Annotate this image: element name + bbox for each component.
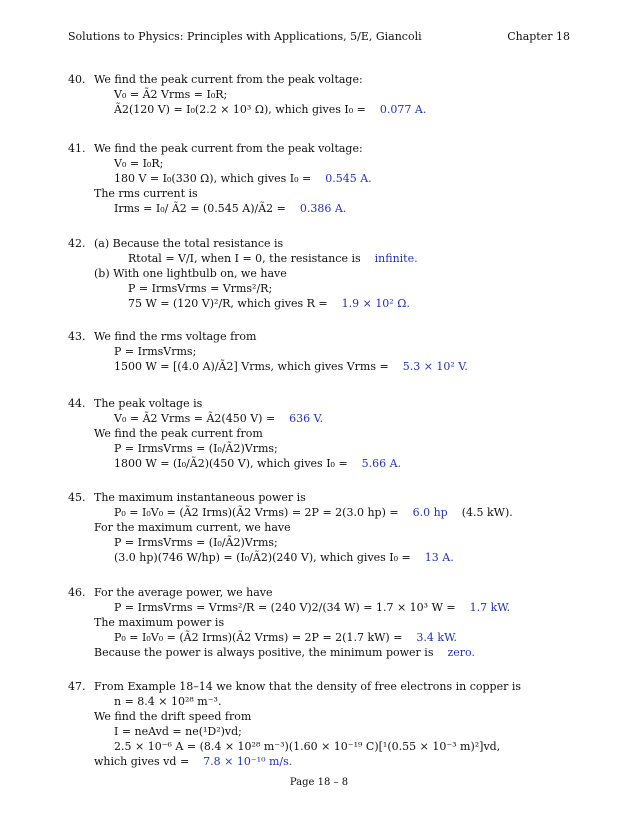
header-title: Solutions to Physics: Principles with Applications, 5/E, Giancoli: [68, 30, 422, 43]
solution-line: [68, 615, 578, 630]
answer-value: 3.4 kW.: [416, 631, 457, 644]
line-text: I = neAvd = ne(¹D²)vd;: [114, 725, 242, 738]
solution-line: [68, 724, 578, 739]
line-text: 1800 W = (I₀/Ã2)(450 V), which gives I₀ =: [114, 457, 348, 470]
problem-number: 46.: [68, 586, 86, 599]
problem-number: 45.: [68, 491, 86, 504]
answer-value: 0.545 A.: [325, 172, 372, 185]
line-text: From Example 18–14 we know that the density of free electrons in copper is: [94, 680, 522, 693]
solution-line: [68, 396, 578, 411]
header-chapter: Chapter 18: [507, 30, 570, 43]
solution-line: [68, 186, 578, 201]
answer-value: 5.3 × 10² V.: [402, 360, 468, 373]
solution-line: [68, 679, 578, 694]
line-text: We find the rms voltage from: [94, 330, 257, 343]
problem-42: [68, 236, 578, 311]
solution-line: [68, 344, 578, 359]
problem-number: 44.: [68, 397, 86, 410]
problem-number: 47.: [68, 680, 86, 693]
line-text: We find the peak current from the peak voltage:: [94, 142, 363, 155]
problem-44: [68, 396, 578, 471]
solution-line: [68, 201, 578, 216]
line-text: 1500 W = [(4.0 A)/Ã2] Vrms, which gives Vrms =: [114, 360, 389, 373]
line-text: V₀ = Ã2 Vrms = I₀R;: [114, 88, 228, 101]
line-text: P₀ = I₀V₀ = (Ã2 Irms)(Ã2 Vrms) = 2P = 2(3.0 hp) =: [114, 506, 399, 519]
problem-46: [68, 585, 578, 660]
line-text: Ã2(120 V) = I₀(2.2 × 10³ Ω), which gives I₀ =: [114, 103, 366, 116]
line-text: V₀ = I₀R;: [114, 157, 164, 170]
solution-line: [68, 754, 578, 769]
page-footer: Page 18 – 8: [289, 777, 349, 788]
solution-line: [68, 141, 578, 156]
solution-line: [68, 296, 578, 311]
answer-value: 7.8 × 10⁻¹⁰ m/s.: [203, 755, 293, 768]
solution-line: [68, 426, 578, 441]
solution-line: [68, 585, 578, 600]
problem-41: [68, 141, 578, 216]
line-text: 180 V = I₀(330 Ω), which gives I₀ =: [114, 172, 312, 185]
solution-line: [68, 359, 578, 374]
problem-number: 40.: [68, 73, 86, 86]
line-text: Because the power is always positive, the minimum power is: [94, 646, 434, 659]
solution-line: [68, 694, 578, 709]
solution-line: [68, 520, 578, 535]
answer-value: infinite.: [374, 252, 418, 265]
solution-line: [68, 600, 578, 615]
solution-line: [68, 739, 578, 754]
solution-line: [68, 266, 578, 281]
line-text: Irms = I₀/ Ã2 = (0.545 A)/Ã2 =: [114, 202, 286, 215]
solution-line: [68, 251, 578, 266]
line-text: (3.0 hp)(746 W/hp) = (I₀/Ã2)(240 V), which gives I₀ =: [114, 551, 411, 564]
solution-line: [68, 156, 578, 171]
problem-number: 42.: [68, 237, 86, 250]
line-text: The peak voltage is: [94, 397, 203, 410]
solution-line: [68, 171, 578, 186]
line-text: (b) With one lightbulb on, we have: [94, 267, 287, 280]
line-text: 2.5 × 10⁻⁶ A = (8.4 × 10²⁸ m⁻³)(1.60 × 10⁻¹⁹ C)[¹(0.55 × 10⁻³ m)²]vd,: [114, 740, 501, 753]
answer-value: 13 A.: [424, 551, 454, 564]
solution-line: [68, 281, 578, 296]
line-text: The maximum instantaneous power is: [94, 491, 306, 504]
line-text: n = 8.4 × 10²⁸ m⁻³.: [114, 695, 222, 708]
solution-line: [68, 490, 578, 505]
solution-line: [68, 102, 578, 117]
answer-value: 0.386 A.: [299, 202, 347, 215]
line-text: P = IrmsVrms = (I₀/Ã2)Vrms;: [114, 536, 278, 549]
problem-number: 43.: [68, 330, 86, 343]
solution-line: [68, 329, 578, 344]
line-text: For the maximum current, we have: [94, 521, 291, 534]
line-text: P = IrmsVrms;: [114, 345, 197, 358]
problem-45: [68, 490, 578, 565]
answer-value: 6.0 hp: [412, 506, 448, 519]
answer-value: 0.077 A.: [379, 103, 427, 116]
solution-line: [68, 630, 578, 645]
solution-line: [68, 709, 578, 724]
line-text: (a) Because the total resistance is: [94, 237, 284, 250]
answer-value: 5.66 A.: [361, 457, 402, 470]
line-text: P = IrmsVrms = Vrms²/R;: [128, 282, 273, 295]
solution-line: [68, 236, 578, 251]
answer-value: 1.7 kW.: [469, 601, 511, 614]
line-text: P = IrmsVrms = (I₀/Ã2)Vrms;: [114, 442, 278, 455]
line-text: which gives vd =: [94, 755, 190, 768]
problem-40: [68, 72, 578, 117]
solution-line: [68, 550, 578, 565]
problem-43: [68, 329, 578, 374]
line-text: 75 W = (120 V)²/R, which gives R =: [128, 297, 328, 310]
solution-line: [68, 72, 578, 87]
line-text: For the average power, we have: [94, 586, 273, 599]
line-text: P₀ = I₀V₀ = (Ã2 Irms)(Ã2 Vrms) = 2P = 2(1.7 kW) =: [114, 631, 403, 644]
solution-line: [68, 505, 578, 520]
solution-line: [68, 645, 578, 660]
solution-line: [68, 411, 578, 426]
problem-number: 41.: [68, 142, 86, 155]
answer-value: 1.9 × 10² Ω.: [341, 297, 410, 310]
line-text: P = IrmsVrms = Vrms²/R = (240 V)2/(34 W) = 1.7 × 10³ W =: [114, 601, 456, 614]
problem-47: [68, 679, 578, 769]
line-text: Rtotal = V/I, when I = 0, the resistance is: [128, 252, 361, 265]
solution-line: [68, 87, 578, 102]
line-text: The rms current is: [94, 187, 198, 200]
solution-line: [68, 441, 578, 456]
line-text: The maximum power is: [94, 616, 225, 629]
line-text: V₀ = Ã2 Vrms = Ã2(450 V) =: [114, 412, 276, 425]
solution-line: [68, 535, 578, 550]
answer-value: 636 V.: [289, 412, 324, 425]
solution-line: [68, 456, 578, 471]
line-text: We find the drift speed from: [94, 710, 252, 723]
answer-value: zero.: [447, 646, 475, 659]
answer-note: (4.5 kW).: [461, 506, 513, 519]
line-text: We find the peak current from: [94, 427, 263, 440]
line-text: We find the peak current from the peak voltage:: [94, 73, 363, 86]
